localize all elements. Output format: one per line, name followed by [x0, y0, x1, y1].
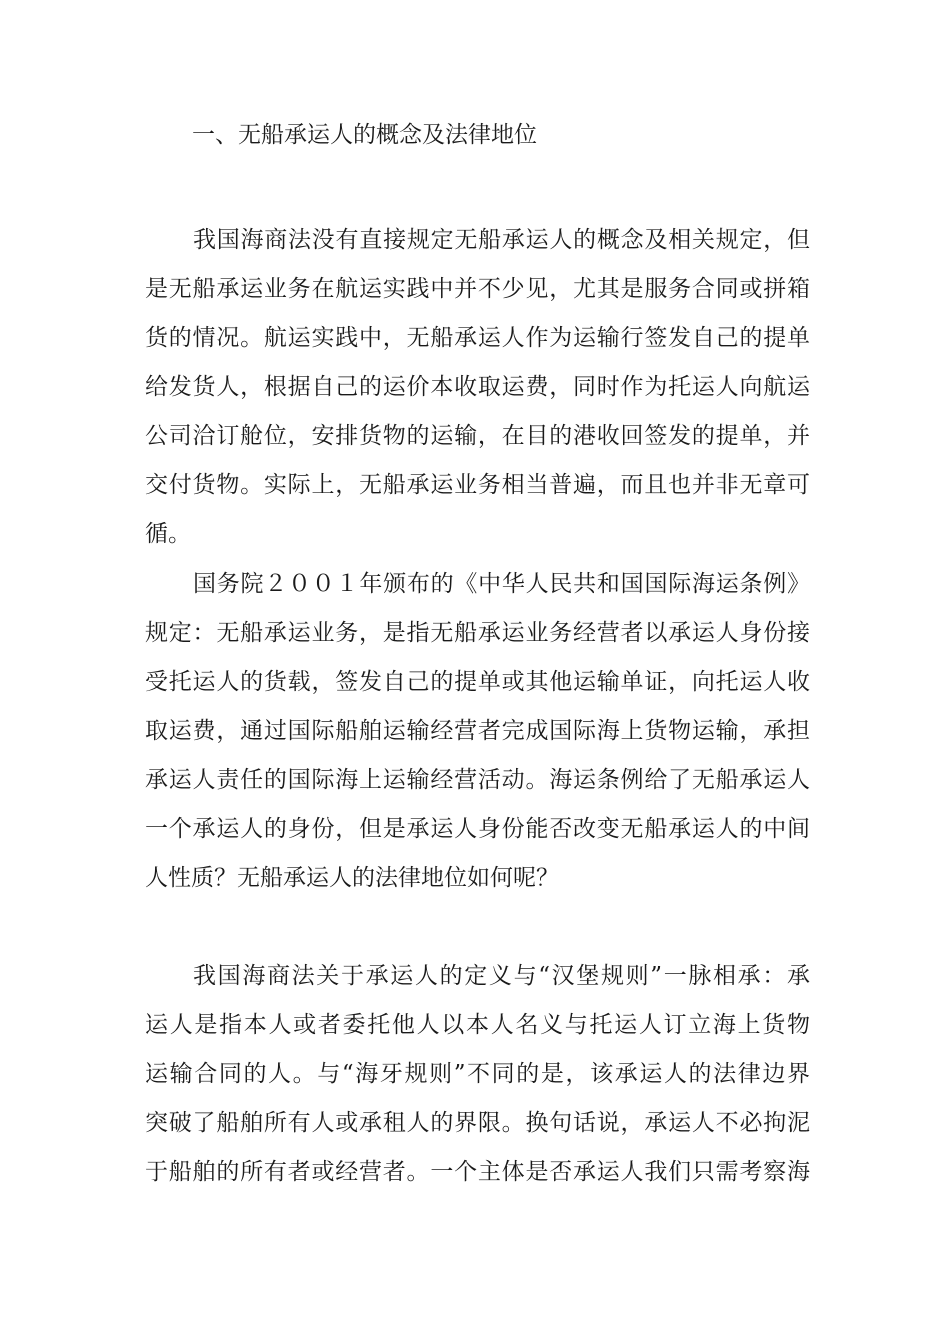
paragraph-line: 我国海商法关于承运人的定义与“汉堡规则”一脉相承：承: [193, 963, 810, 989]
paragraph-line: 给发货人，根据自己的运价本收取运费，同时作为托运人向航运: [145, 374, 810, 400]
paragraph-line: 循。: [145, 521, 191, 547]
paragraph-line: 人性质？无船承运人的法律地位如何呢？: [145, 865, 559, 891]
paragraph-line: 受托运人的货载，签发自己的提单或其他运输单证，向托运人收: [145, 669, 810, 695]
paragraph-line: 公司洽订舱位，安排货物的运输，在目的港收回签发的提单，并: [145, 423, 810, 449]
paragraph-line: 于船舶的所有者或经营者。一个主体是否承运人我们只需考察海: [145, 1159, 810, 1185]
paragraph-line: 国务院２００１年颁布的《中华人民共和国国际海运条例》: [193, 571, 810, 597]
paragraph-line: 一个承运人的身份，但是承运人身份能否改变无船承运人的中间: [145, 816, 810, 842]
paragraph-line: 运人是指本人或者委托他人以本人名义与托运人订立海上货物: [145, 1012, 810, 1038]
paragraph-line: 交付货物。实际上，无船承运业务相当普遍，而且也并非无章可: [145, 472, 810, 498]
paragraph-line: 货的情况。航运实践中，无船承运人作为运输行签发自己的提单: [145, 325, 810, 351]
section-heading: 一、无船承运人的概念及法律地位: [192, 122, 537, 148]
paragraph-shipping-regulation: [145, 560, 810, 903]
paragraph-nvocc-practice: [145, 216, 810, 559]
paragraph-line: 取运费，通过国际船舶运输经营者完成国际海上货物运输，承担: [145, 718, 810, 744]
paragraph-line: 承运人责任的国际海上运输经营活动。海运条例给了无船承运人: [145, 767, 810, 793]
paragraph-carrier-definition: [145, 952, 810, 1197]
paragraph-line: 是无船承运业务在航运实践中并不少见，尤其是服务合同或拼箱: [145, 276, 810, 302]
paragraph-line: 突破了船舶所有人或承租人的界限。换句话说，承运人不必拘泥: [145, 1110, 810, 1136]
paragraph-line: 运输合同的人。与“海牙规则”不同的是，该承运人的法律边界: [145, 1061, 810, 1087]
paragraph-line: 规定：无船承运业务，是指无船承运业务经营者以承运人身份接: [145, 620, 810, 646]
paragraph-line: 我国海商法没有直接规定无船承运人的概念及相关规定，但: [193, 227, 810, 253]
